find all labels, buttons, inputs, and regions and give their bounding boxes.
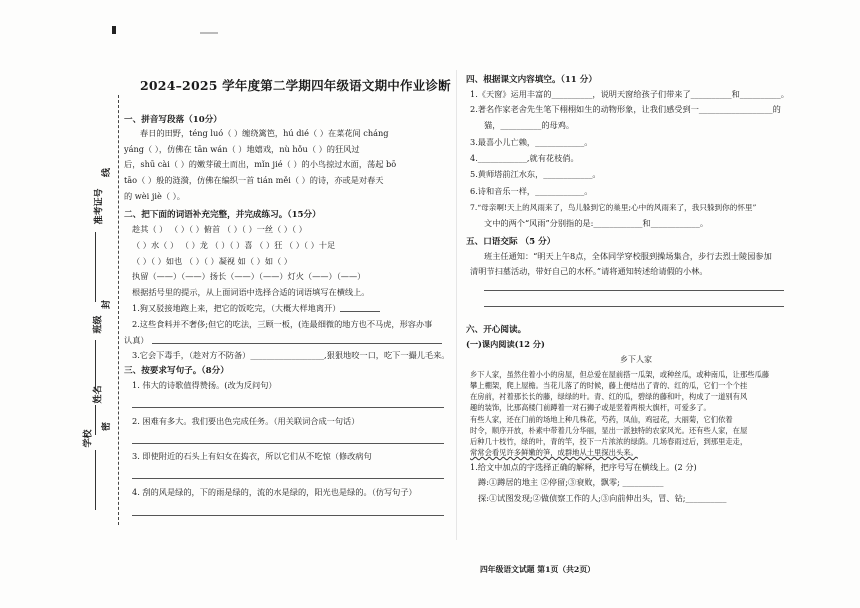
story-line: 后种几十枝竹，绿的叶，青的竿，投下一片浓浓的绿荫。几场春雨过后，到那里走走，	[470, 437, 748, 446]
sec6-q1a: 蹲:①蹲居的地主 ②停留;③衰败，飘零; __________	[478, 477, 664, 487]
sec5-line: 班主任通知：“明天上午8点，全体同学穿校服到操场集合，步行去烈士陵园参加	[484, 251, 772, 261]
story-line: 乡下人家，虽然住着小小的房屋，但总爱在屋前搭一瓜架，或种丝瓜，或种南瓜，让那些瓜藤	[470, 370, 770, 379]
school-line	[95, 450, 96, 510]
label-seal: 封	[102, 299, 113, 310]
story-line: 在房前，衬着那长长的藤，绿绿的叶。青、红的瓜，碧绿的藤和叶，构成了一道别有风	[470, 392, 748, 401]
story-line: 攀上棚架，爬上屋檐。当花儿落了的时候，藤上便结出了青的、红的瓜，它们一个个挂	[470, 381, 748, 390]
sec3-q2: 2. 困难有多大。我们要出色完成任务。（用关联词合成一句话）	[132, 416, 360, 426]
label-name: 姓名	[93, 385, 104, 404]
sec2-q3: 3.它会下毒手，（趁对方不防备）__________________,狠狠地咬一口，吃下一撮儿毛来。	[132, 350, 450, 360]
idiom-row: （ ）（ ）如也 （ ）（ ）凝视 如（ ）如（ ）	[132, 256, 292, 266]
sec2-q2-cont: 认真）	[124, 335, 149, 345]
sec2-heading: 二、把下面的词语补充完整，并完成练习。（15分）	[124, 210, 321, 220]
sec4-heading: 四、根据课文内容填空。（11 分）	[466, 75, 597, 85]
sec6-q1b: 探:①试图发现;②做侦察工作的人;③向前伸出头，冒、钻;__________	[478, 493, 727, 503]
sec4-q5: 5.黄师塔前江水东，____________。	[470, 169, 601, 179]
answer-line[interactable]	[132, 407, 444, 408]
binding-dashed-line	[118, 95, 119, 525]
story-line: 趣的装饰，比那高楼门前蹲着一对石狮子或是竖着两根大旗杆，可爱多了。	[470, 403, 711, 412]
sec3-q1: 1. 伟大的诗歌值得赞扬。(改为反问句）	[132, 380, 277, 390]
page-title: 2024–2025 学年度第二学期四年级语文期中作业诊断	[140, 78, 451, 93]
sec1-line: 后，shū cài（ ）的嫩芽破土而出，mǐn jié（ ）的小鸟掠过水面，荡起 bō	[124, 159, 397, 169]
sec4-q4: 4.____________,就有花枝俏。	[470, 153, 579, 163]
idiom-row: （ ）水（ ） （ ）龙 （ ）（ ）喜 （ ）狂 （ ）（ ）十足	[132, 240, 336, 250]
answer-line[interactable]	[152, 343, 442, 344]
story-line: 常常会看见许多鲜嫩的笋，成群地从土里探出头来。	[470, 448, 638, 457]
answer-line[interactable]	[132, 515, 444, 516]
sec4-q7: 7.“母亲啊!天上的风雨来了，鸟儿躲到它的巢里;心中的风雨来了，我只躲到你的怀里”	[470, 203, 757, 212]
sec5-heading: 五、口语交际 （5 分）	[466, 237, 556, 247]
sec4-q7-cont: 文中的两个“风雨”分别指的是:____________和____________。	[484, 218, 709, 228]
sec6-heading: 六、开心阅读。	[466, 325, 527, 335]
answer-line[interactable]	[132, 443, 444, 444]
sec4-q2: 2.著名作家老舍先生笔下栩栩如生的动物形象，让我们感受到一__________________的	[470, 104, 781, 114]
sec1-line: yáng（ ），仿佛在 tān wán（ ）地嬉戏，nù hǒu（ ）的狂风过	[124, 144, 360, 154]
idiom-row: 执留（——）（——）扬长（——）（——）灯火（——）（——）	[132, 271, 366, 281]
story-line: 有些人家，还在门前的场地上种几株花，芍药，凤仙，鸡冠花，大丽菊，它们依着	[470, 415, 733, 424]
page-footer: 四年级语文试题 第1页（共2页）	[480, 565, 595, 574]
sec1-line: tāo（ ）般的涟漪，仿佛在编织一首 tián měi（ ）的诗，亦或是对春天	[124, 175, 384, 185]
sec3-q3: 3. 即使附近的石头上有妇女在捣衣，所以它们从不吃惊（修改病句	[132, 451, 372, 461]
sec6-sub: (一)课内阅读(12 分)	[466, 339, 545, 349]
sec6-q1: 1.给文中加点的字选择正确的解释，把序号写在横线上。(2 分)	[470, 462, 697, 472]
idiom-row: 趁其（ ） （ ）（ ）俯首 （ ）（ ）一丝（ ）（ ）	[132, 224, 307, 234]
sec2-instruction: 根据括号里的提示，从上面词语中选择合适的词语填写在横线上。	[132, 287, 370, 297]
answer-line[interactable]	[132, 478, 444, 479]
label-secret: 密	[102, 421, 113, 432]
sec3-q4: 4. 刮的风是绿的，下的雨是绿的，流的水是绿的，阳光也是绿的。（仿写句子）	[132, 487, 417, 497]
story-line: 时令，顺序开放，朴素中带着几分华丽，显出一派独特的农家风光。还有些人家，在屋	[470, 426, 748, 435]
exam-number-line	[95, 232, 96, 302]
sec3-heading: 三、按要求写句子。（8分）	[124, 366, 229, 376]
label-line: 线	[102, 167, 113, 178]
sec4-q3: 3.最喜小儿亡赖，____________。	[470, 137, 593, 147]
name-line	[95, 405, 96, 435]
label-class: 班级	[93, 315, 104, 334]
answer-line[interactable]	[484, 306, 784, 307]
answer-line[interactable]	[340, 311, 380, 312]
scan-mark-faint	[200, 32, 218, 34]
scan-mark	[112, 26, 116, 34]
sec1-line: 的 wèi jiè（ ）。	[124, 191, 185, 201]
sec5-line: 清明节扫墓活动，带好自己的水杯。”请将通知转述给请假的小林。	[470, 266, 708, 276]
sec2-q1: 1.狗又驳接地跑上来，把它的饭吃完，（大概大样地离开）	[132, 303, 341, 313]
column-divider	[456, 70, 457, 540]
sec4-q2-cont: 猫，__________的母鸡。	[484, 120, 575, 130]
sec2-q2: 2.这些食料并不奢侈;但它的吃法，三顾一板，(连最细微的地方也不马虎，形容办事	[132, 319, 433, 329]
sec4-q1: 1.《天窗》运用丰富的__________，说明天窗给孩子们带来了__________和__________。	[470, 89, 789, 99]
sec1-heading: 一、拼音写段落（10分）	[124, 115, 222, 125]
sec4-q6: 6.诗和音乐一样，____________。	[470, 186, 593, 196]
sec1-line: 春日的田野，téng luó（ ）缠绕篱笆，hú dié（ ）在菜花间 cháng	[140, 128, 389, 138]
label-exam-number: 准考证号	[94, 188, 105, 225]
answer-line[interactable]	[484, 290, 784, 291]
class-line	[95, 340, 96, 390]
story-title: 乡下人家	[620, 355, 652, 364]
label-school: 学校	[83, 429, 94, 448]
